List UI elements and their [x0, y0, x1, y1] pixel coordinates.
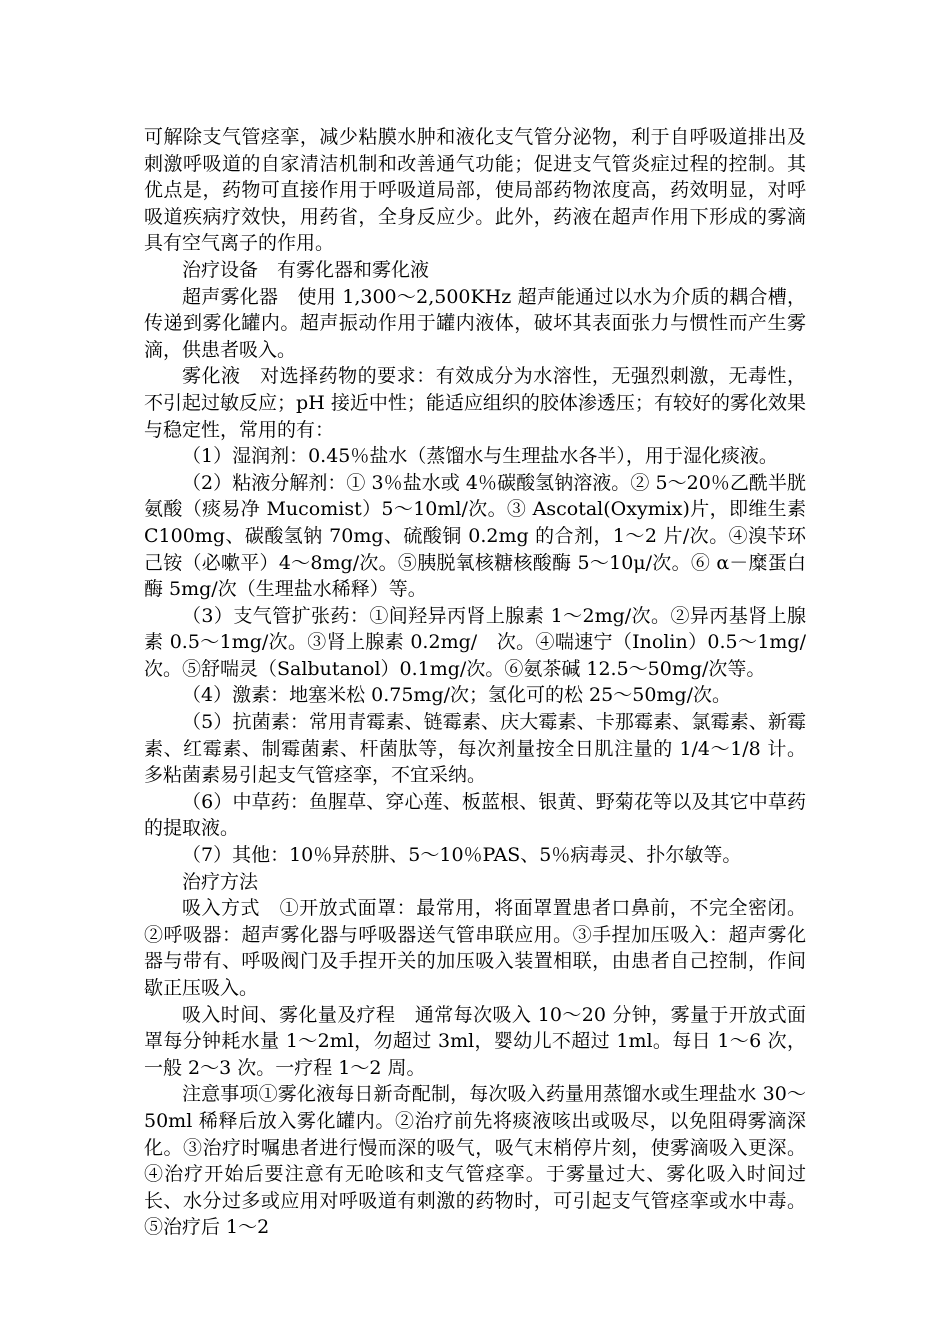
paragraph-inhalation-mode: 吸入方式 ①开放式面罩：最常用，将面罩置患者口鼻前，不完全密闭。②呼吸器：超声雾化器与呼吸器送气管串联应用。③手捏加压吸入：超声雾化器与带有、呼吸阀门及手捏开关的加压吸入装置相联，由患者自己控制，作间歇正压吸入。	[144, 897, 806, 999]
paragraph-precautions: 注意事项①雾化液每日新奇配制，每次吸入药量用蒸馏水或生理盐水 30～50ml 稀释后放入雾化罐内。②治疗前先将痰液咳出或吸尽，以免阻碍雾滴深化。③治疗时嘱患者进行慢而深的吸气，吸气末梢停片刻，使雾滴吸入更深。④治疗开始后要注意有无呛咳和支气管痉挛。于雾量过大、雾化吸入时间过长、水分过多或应用对呼吸道有刺激的药物时，可引起支气管痉挛或水中毒。⑤治疗后 1～2	[144, 1083, 806, 1239]
paragraph-inhalation-time: 吸入时间、雾化量及疗程 通常每次吸入 10～20 分钟，雾量于开放式面罩每分钟耗水量 1～2ml，勿超过 3ml，婴幼儿不超过 1ml。每日 1～6 次，一般 2～3 次。一疗程 1～2 周。	[144, 1003, 806, 1079]
paragraph-ultrasonic-nebulizer: 超声雾化器 使用 1,300～2,500KHz 超声能通过以水为介质的耦合槽，传递到雾化罐内。超声振动作用于罐内液体，破坏其表面张力与惯性而产生雾滴，供患者吸入。	[144, 285, 806, 361]
paragraph-intro: 可解除支气管痉挛，减少粘膜水肿和液化支气管分泌物，利于自呼吸道排出及刺激呼吸道的自家清洁机制和改善通气功能；促进支气管炎症过程的控制。其优点是，药物可直接作用于呼吸道局部，使局部药物浓度高，药效明显，对呼吸道疾病疗效快，用药省，全身反应少。此外，药液在超声作用下形成的雾滴具有空气离子的作用。	[144, 126, 806, 255]
list-item-humectant: （1）湿润剂：0.45％盐水（蒸馏水与生理盐水各半），用于湿化痰液。	[182, 445, 778, 468]
list-item-other: （7）其他：10％异菸肼、5～10％PAS、5％病毒灵、扑尔敏等。	[182, 844, 742, 867]
heading-treatment-equipment: 治疗设备 有雾化器和雾化液	[182, 258, 430, 281]
list-item-antibiotic: （5）抗菌素：常用青霉素、链霉素、庆大霉素、卡那霉素、氯霉素、新霉素、红霉素、制霉菌素、杆菌肽等，每次剂量按全日肌注量的 1/4～1/8 计。多粘菌素易引起支气管痉挛，不宜采纳。	[144, 711, 806, 787]
paragraph-nebulizing-liquid: 雾化液 对选择药物的要求：有效成分为水溶性，无强烈刺激，无毒性，不引起过敏反应；pH 接近中性；能适应组织的胶体渗透压；有较好的雾化效果与稳定性，常用的有：	[144, 365, 806, 441]
list-item-bronchodilator: （3）支气管扩张药：①间羟异丙肾上腺素 1～2mg/次。②异丙基肾上腺素 0.5～1mg/次。③肾上腺素 0.2mg/ 次。④喘速宁（Inolin）0.5～1mg/次。⑤舒喘灵（Salbutanol）0.1mg/次。⑥氨茶碱 12.5～50mg/次等。	[144, 604, 806, 680]
heading-treatment-method: 治疗方法	[182, 870, 259, 893]
document-body	[144, 124, 806, 1241]
list-item-hormone: （4）激素：地塞米松 0.75mg/次；氢化可的松 25～50mg/次。	[182, 684, 731, 707]
list-item-mucolytic: （2）粘液分解剂：① 3％盐水或 4％碳酸氢钠溶液。② 5～20％乙酰半胱氨酸（痰易净 Mucomist）5～10ml/次。③ Ascotal(Oxymix)片，即维生素 C100mg、碳酸氢钠 70mg、硫酸铜 0.2mg 的合剂，1～2 片/次。④溴苄环己铵（必嗽平）4～8mg/次。⑤胰脱氧核糖核酸酶 5～10μ/次。⑥ α－糜蛋白酶 5mg/次（生理盐水稀释）等。	[144, 471, 806, 601]
list-item-herbal: （6）中草药：鱼腥草、穿心莲、板蓝根、银黄、野菊花等以及其它中草药的提取液。	[144, 790, 806, 840]
